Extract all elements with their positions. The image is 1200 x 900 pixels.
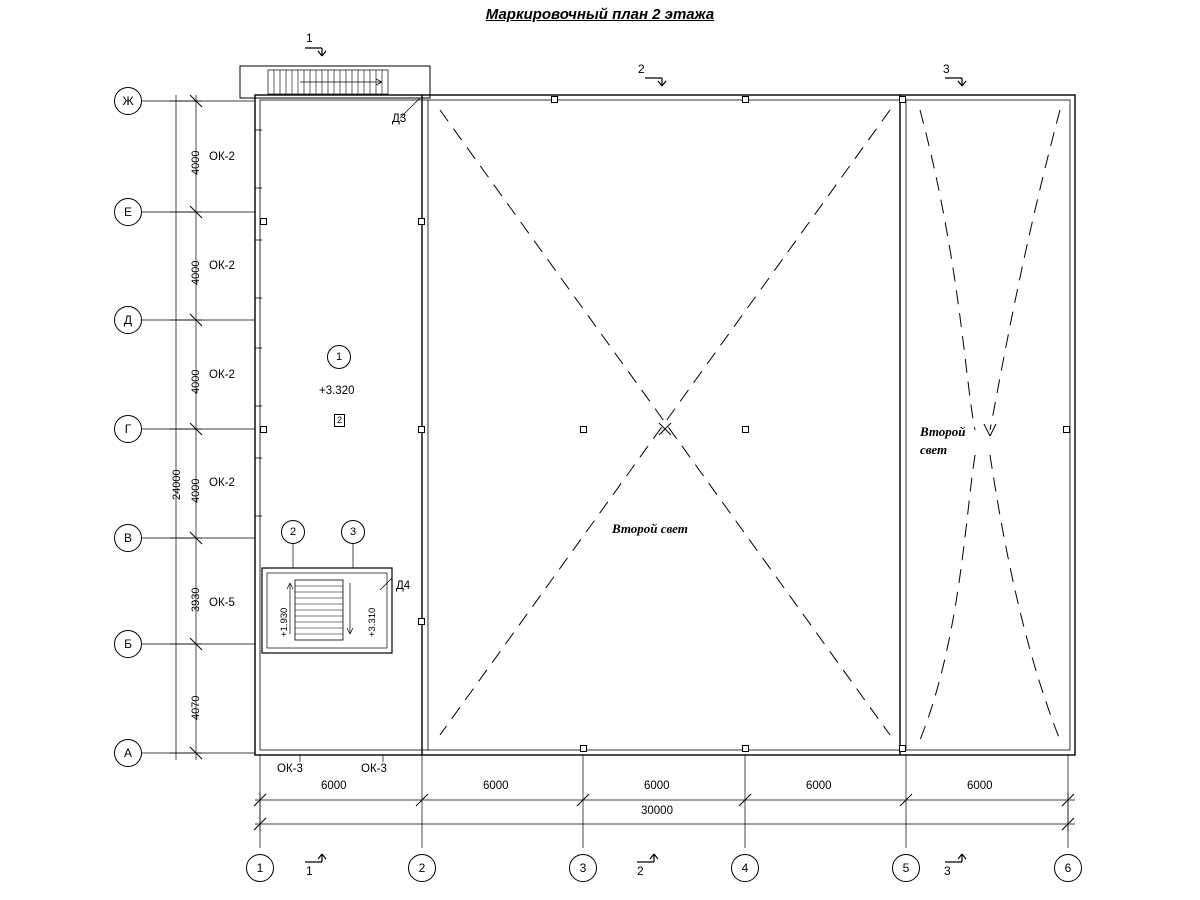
section-mark-bottom-2: 2 [637, 864, 644, 878]
void-label-right-line2: свет [920, 442, 948, 457]
column-marker [742, 426, 749, 433]
section-mark-bottom-3: 3 [944, 864, 951, 878]
elevation-main: +3.320 [319, 385, 355, 397]
column-marker [1063, 426, 1070, 433]
window-label-ok2: ОК-2 [209, 260, 235, 272]
column-marker [899, 745, 906, 752]
axis-bubble-vertical[interactable]: А [114, 739, 142, 767]
void-label-center: Второй свет [612, 521, 688, 536]
dimension-horizontal: 6000 [483, 780, 509, 792]
dimension-vertical: 4070 [190, 695, 202, 720]
column-marker [551, 96, 558, 103]
window-label-ok3: ОК-3 [277, 763, 303, 775]
column-marker [418, 618, 425, 625]
node-bubble-1[interactable]: 1 [327, 345, 351, 369]
column-marker [260, 218, 267, 225]
axis-bubble-vertical[interactable]: Г [114, 415, 142, 443]
dimension-vertical: 4000 [190, 260, 202, 285]
axis-bubble-horizontal[interactable]: 1 [246, 854, 274, 882]
axis-bubble-vertical[interactable]: Д [114, 306, 142, 334]
axis-bubble-vertical[interactable]: В [114, 524, 142, 552]
node-bubble-3[interactable]: 3 [341, 520, 365, 544]
axis-bubble-vertical[interactable]: Ж [114, 87, 142, 115]
column-marker [742, 96, 749, 103]
window-label-ok2: ОК-2 [209, 151, 235, 163]
column-marker [580, 745, 587, 752]
void-label-right-line1: Второй [920, 424, 966, 439]
dimension-vertical: 4000 [190, 369, 202, 394]
door-label-d3: Д3 [392, 113, 407, 125]
dimension-horizontal: 6000 [967, 780, 993, 792]
node-bubble-2[interactable]: 2 [281, 520, 305, 544]
window-label-ok2: ОК-2 [209, 477, 235, 489]
section-mark-top-1: 1 [306, 31, 313, 45]
column-marker [418, 218, 425, 225]
dimension-vertical-total: 24000 [171, 469, 183, 500]
column-marker [899, 96, 906, 103]
dimension-horizontal: 6000 [806, 780, 832, 792]
dimension-horizontal: 6000 [321, 780, 347, 792]
window-label-ok5: ОК-5 [209, 597, 235, 609]
dimension-horizontal-total: 30000 [641, 805, 673, 817]
dimension-vertical: 4000 [190, 478, 202, 503]
page-title: Маркировочный план 2 этажа [485, 6, 715, 23]
column-marker [742, 745, 749, 752]
elevation-stair-high: +3.310 [367, 607, 378, 637]
dimension-horizontal: 6000 [644, 780, 670, 792]
axis-bubble-horizontal[interactable]: 4 [731, 854, 759, 882]
section-mark-top-2: 2 [638, 62, 645, 76]
elevation-stair-low: +1.930 [279, 607, 290, 637]
window-label-ok3: ОК-3 [361, 763, 387, 775]
window-label-ok2: ОК-2 [209, 369, 235, 381]
column-marker [418, 426, 425, 433]
axis-bubble-horizontal[interactable]: 2 [408, 854, 436, 882]
floor-type-marker: 2 [334, 414, 345, 427]
column-marker [580, 426, 587, 433]
door-label-d4: Д4 [396, 580, 411, 592]
section-mark-bottom-1: 1 [306, 864, 313, 878]
axis-bubble-horizontal[interactable]: 6 [1054, 854, 1082, 882]
dimension-vertical: 4000 [190, 150, 202, 175]
axis-bubble-vertical[interactable]: Е [114, 198, 142, 226]
column-marker [260, 426, 267, 433]
section-mark-top-3: 3 [943, 62, 950, 76]
dimension-vertical: 3930 [190, 587, 202, 612]
axis-bubble-horizontal[interactable]: 5 [892, 854, 920, 882]
axis-bubble-horizontal[interactable]: 3 [569, 854, 597, 882]
axis-bubble-vertical[interactable]: Б [114, 630, 142, 658]
